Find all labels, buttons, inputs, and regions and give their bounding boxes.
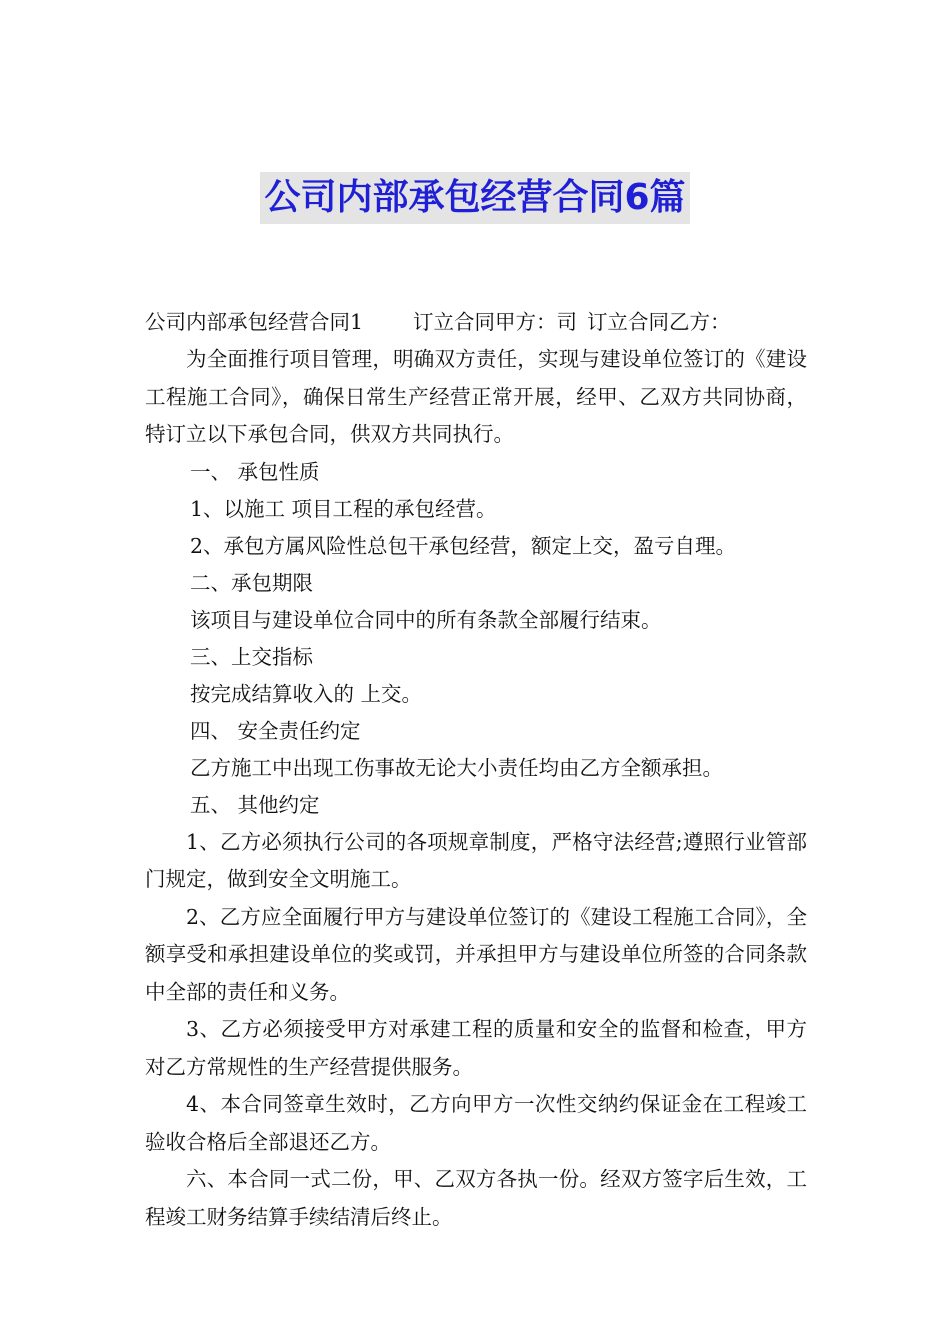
- section-5-item-3: 3、乙方必须接受甲方对承建工程的质量和安全的监督和检查，甲方对乙方常规性的生产经营提供服务。: [145, 1017, 807, 1079]
- section-heading-3: 三、上交指标: [190, 644, 313, 669]
- section-3-text: 按完成结算收入的 上交。: [190, 681, 423, 706]
- section-2-text: 该项目与建设单位合同中的所有条款全部履行结束。: [190, 607, 662, 632]
- title-container: [0, 172, 950, 224]
- section-1-item-2: 2、承包方属风险性总包干承包经营，额定上交，盈亏自理。: [190, 533, 737, 558]
- document-body: [145, 304, 807, 1236]
- intro-line: [145, 304, 807, 341]
- section-5-item-4: 4、本合同签章生效时，乙方向甲方一次性交纳约保证金在工程竣工验收合格后全部退还乙方。: [145, 1092, 807, 1154]
- document-title: 公司内部承包经营合同6篇: [260, 172, 689, 224]
- section-heading-4: 四、 安全责任约定: [190, 718, 361, 743]
- section-6-text: 六、本合同一式二份，甲、乙双方各执一份。经双方签字后生效，工程竣工财务结算手续结清后终止。: [145, 1167, 807, 1229]
- intro-party-b: 订立合同乙方：: [587, 310, 731, 334]
- paragraph-preamble: 为全面推行项目管理，明确双方责任，实现与建设单位签订的《建设工程施工合同》，确保日常生产经营正常开展，经甲、乙双方共同协商，特订立以下承包合同，供双方共同执行。: [145, 347, 807, 446]
- section-5-item-2: 2、乙方应全面履行甲方与建设单位签订的《建设工程施工合同》，全额享受和承担建设单位的奖或罚，并承担甲方与建设单位所签的合同条款中全部的责任和义务。: [145, 904, 807, 1004]
- section-heading-5: 五、 其他约定: [190, 792, 320, 817]
- intro-contract-name: 公司内部承包经营合同1: [145, 310, 364, 334]
- section-1-item-1: 1、以施工 项目工程的承包经营。: [190, 496, 497, 521]
- intro-party-a: 订立合同甲方：司: [413, 310, 578, 334]
- section-5-item-1: 1、乙方必须执行公司的各项规章制度，严格守法经营;遵照行业管部门规定，做到安全文明施工。: [145, 829, 807, 891]
- section-4-text: 乙方施工中出现工伤事故无论大小责任均由乙方全额承担。: [190, 755, 723, 780]
- section-heading-1: 一、 承包性质: [190, 459, 320, 484]
- section-heading-2: 二、承包期限: [190, 570, 313, 595]
